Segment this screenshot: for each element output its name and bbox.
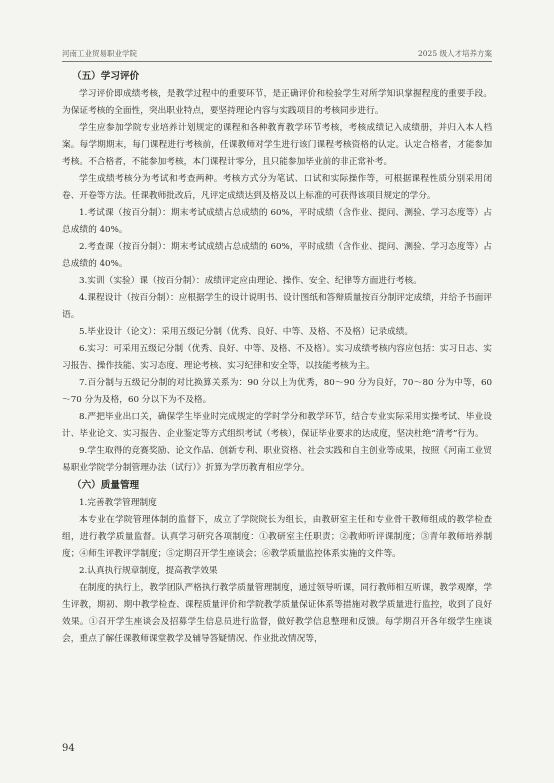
page-number: 94 (62, 743, 75, 754)
paragraph: 本专业在学院管理体制的监督下，成立了学院院长为组长，由教研室主任和专业骨干教师组成的教学检查组，进行教学质量监督。认真学习研究各项制度：①教研室主任职责；②教师听评课制度；③青年教师培养制度；④师生评教评学制度；⑤定期召开学生座谈会；⑥教学质量监控体系实施的文件等。 (62, 515, 492, 559)
paragraph: 在制度的执行上，教学团队严格执行教学质量管理制度，通过领导听课，同行教师相互听课，教学观摩，学生评教，期初、期中教学检查、课程质量评价和学院教学质量保证体系等措施对教学质量进行监控，收到了良好效果。①召开学生座谈会及招募学生信息员进行监督，做好教学信息整理和反馈。每学期召开各年级学生座谈会，重点了解任课教师课堂教学及辅导答疑情况、作业批改情况等， (62, 583, 492, 644)
list-item: 4.课程设计（按百分制）：应根据学生的设计说明书、设计图纸和答辩质量按百分制评定成绩，并给予书面评语。 (62, 293, 492, 320)
list-item: 7.百分制与五级记分制的对比换算关系为：90 分以上为优秀，80～90 分为良好，70～80 分为中等，60～70 分为及格，60 分以下为不及格。 (62, 378, 492, 405)
list-item: 8.严把毕业出口关，确保学生毕业时完成规定的学时学分和教学环节，结合专业实际采用实操考试、毕业设计、毕业论文、实习报告、企业鉴定等方式组织考试（考核），保证毕业要求的达成度，坚决杜绝“清考”行为。 (62, 412, 492, 439)
paragraph: 学习评价即成绩考核，是教学过程中的重要环节，是正确评价和检验学生对所学知识掌握程度的重要手段。为保证考核的全面性，突出职业特点，要坚持理论内容与实践项目的考核同步进行。 (62, 89, 492, 116)
list-item: 5.毕业设计（论文）：采用五级记分制（优秀、良好、中等、及格、不及格）记录成绩。 (79, 327, 414, 337)
page-body (62, 68, 492, 648)
list-item: 1.考试课（按百分制）：期末考试成绩占总成绩的 60%，平时成绩（含作业、提问、测验、学习态度等）占总成绩的 40%。 (62, 208, 492, 235)
paragraph: 学生成绩考核分为考试和考查两种。考核方式分为笔试、口试和实际操作等，可根据课程性质分别采用闭卷、开卷等方法。任课教师批改后，凡评定成绩达到及格及以上标准的可获得该项目规定的学分。 (62, 174, 492, 201)
list-item: 6.实习：可采用五级记分制（优秀、良好、中等、及格、不及格）。实习成绩考核内容应包括：实习日志、实习报告、操作技能、实习态度、理论考核、实习纪律和安全等，以技能考核为主。 (62, 344, 492, 371)
running-header (62, 48, 492, 62)
list-item: 3.实训（实验）课（按百分制）：成绩评定应由理论、操作、安全、纪律等方面进行考核。 (79, 276, 422, 286)
section-6-heading: （六）质量管理 (72, 480, 140, 491)
paragraph: 学生应参加学院专业培养计划规定的课程和各种教育教学环节考核，考核成绩记入成绩册，并归入本人档案。每学期期末，每门课程进行考核前，任课教师对学生进行该门课程考核资格的认定。认定合格者，才能参加考核。不合格者，不能参加考核，本门课程计零分，且只能参加毕业前的非正常补考。 (62, 123, 492, 167)
subheading: 2.认真执行规章制度，提高教学效果 (79, 566, 218, 576)
header-doc-title: 2025 级人才培养方案 (418, 49, 492, 58)
subheading: 1.完善教学管理制度 (79, 498, 157, 508)
list-item: 9.学生取得的竞赛奖励、论文作品、创新专利、职业资格、社会实践和自主创业等成果，按照《河南工业贸易职业学院学分制管理办法（试行）》折算为学历教育相应学分。 (62, 446, 492, 473)
list-item: 2.考查课（按百分制）：期末考试成绩占总成绩的 60%，平时成绩（含作业、提问、测验、学习态度等）占总成绩的 40%。 (62, 242, 492, 269)
header-school-name: 河南工业贸易职业学院 (62, 49, 137, 58)
section-5-heading: （五）学习评价 (72, 71, 140, 82)
